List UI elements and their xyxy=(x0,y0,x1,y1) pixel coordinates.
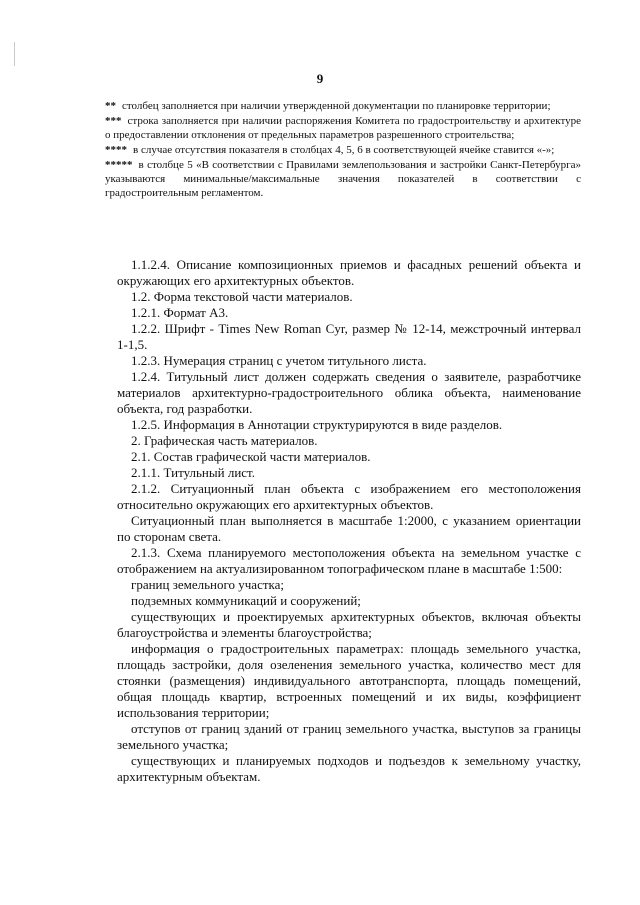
paragraph-1-2: 1.2. Форма текстовой части материалов. xyxy=(131,289,353,304)
paragraph-2: 2. Графическая часть материалов. xyxy=(131,433,318,448)
footnote-text: строка заполняется при наличии распоряжения Комитета по градостроительству и архитектуре о предоставлении отклонения от предельных параметров разрешенного строительства; xyxy=(105,115,581,141)
list-item: информация о градостроительных параметрах: площадь земельного участка, площадь застройки, доля озеленения земельного участка, количество мест для стоянки (размещения) индивидуального автотранспорта, площадь помещений, общая площадь квартир, встроенных помещений и их виды, коэффициент использования территории; xyxy=(117,641,581,720)
footnote-mark: **** xyxy=(105,144,127,156)
list-item: подземных коммуникаций и сооружений; xyxy=(131,593,361,608)
paragraph-2-1: 2.1. Состав графической части материалов. xyxy=(131,449,371,464)
paragraph-1-2-4: 1.2.4. Титульный лист должен содержать сведения о заявителе, разработчике материалов архитектурно-градостроительного облика объекта, наименование объекта, год разработки. xyxy=(117,369,581,416)
footnote-text: в случае отсутствия показателя в столбцах 4, 5, 6 в соответствующей ячейке ставится «-»; xyxy=(133,144,555,156)
paragraph-situational-plan-scale: Ситуационный план выполняется в масштабе 1:2000, с указанием ориентации по сторонам света. xyxy=(117,513,581,544)
footnote-5 xyxy=(105,158,581,200)
list-item: существующих и проектируемых архитектурных объектов, включая объекты благоустройства и элементы благоустройства; xyxy=(117,609,581,640)
list-item: существующих и планируемых подходов и подъездов к земельному участку, архитектурным объектам. xyxy=(117,753,581,784)
paragraph-1-2-1: 1.2.1. Формат А3. xyxy=(131,305,229,320)
footnote-text: в столбце 5 «В соответствии с Правилами землепользования и застройки Санкт-Петербурга» указываются минимальные/максимальные значения показателей в соответствии с градостроительным регламентом. xyxy=(105,159,581,199)
paragraph-2-1-2: 2.1.2. Ситуационный план объекта с изображением его местоположения относительно окружающих его архитектурных объектов. xyxy=(117,481,581,512)
footnote-mark: *** xyxy=(105,115,122,127)
page-number: 9 xyxy=(316,71,324,86)
footnote-3 xyxy=(105,114,581,142)
main-text xyxy=(117,257,581,785)
scan-edge-mark xyxy=(14,42,15,66)
paragraph-2-1-1: 2.1.1. Титульный лист. xyxy=(131,465,255,480)
footnote-text: столбец заполняется при наличии утвержденной документации по планировке территории; xyxy=(122,100,551,112)
paragraph-1-1-2-4: 1.1.2.4. Описание композиционных приемов и фасадных решений объекта и окружающих его архитектурных объектов. xyxy=(117,257,581,288)
paragraph-1-2-2: 1.2.2. Шрифт - Times New Roman Cyr, размер № 12-14, межстрочный интервал 1-1,5. xyxy=(117,321,581,352)
footnotes xyxy=(105,99,581,201)
paragraph-1-2-5: 1.2.5. Информация в Аннотации структурируются в виде разделов. xyxy=(131,417,503,432)
paragraph-1-2-3: 1.2.3. Нумерация страниц с учетом титульного листа. xyxy=(131,353,427,368)
list-item: отступов от границ зданий от границ земельного участка, выступов за границы земельного участка; xyxy=(117,721,581,752)
list-item: границ земельного участка; xyxy=(131,577,285,592)
paragraph-2-1-3: 2.1.3. Схема планируемого местоположения объекта на земельном участке с отображением на актуализированном топографическом плане в масштабе 1:500: xyxy=(117,545,581,576)
footnote-mark: ** xyxy=(105,100,116,112)
footnote-2 xyxy=(105,99,581,113)
footnote-mark: ***** xyxy=(105,159,133,171)
footnote-4 xyxy=(105,143,581,157)
